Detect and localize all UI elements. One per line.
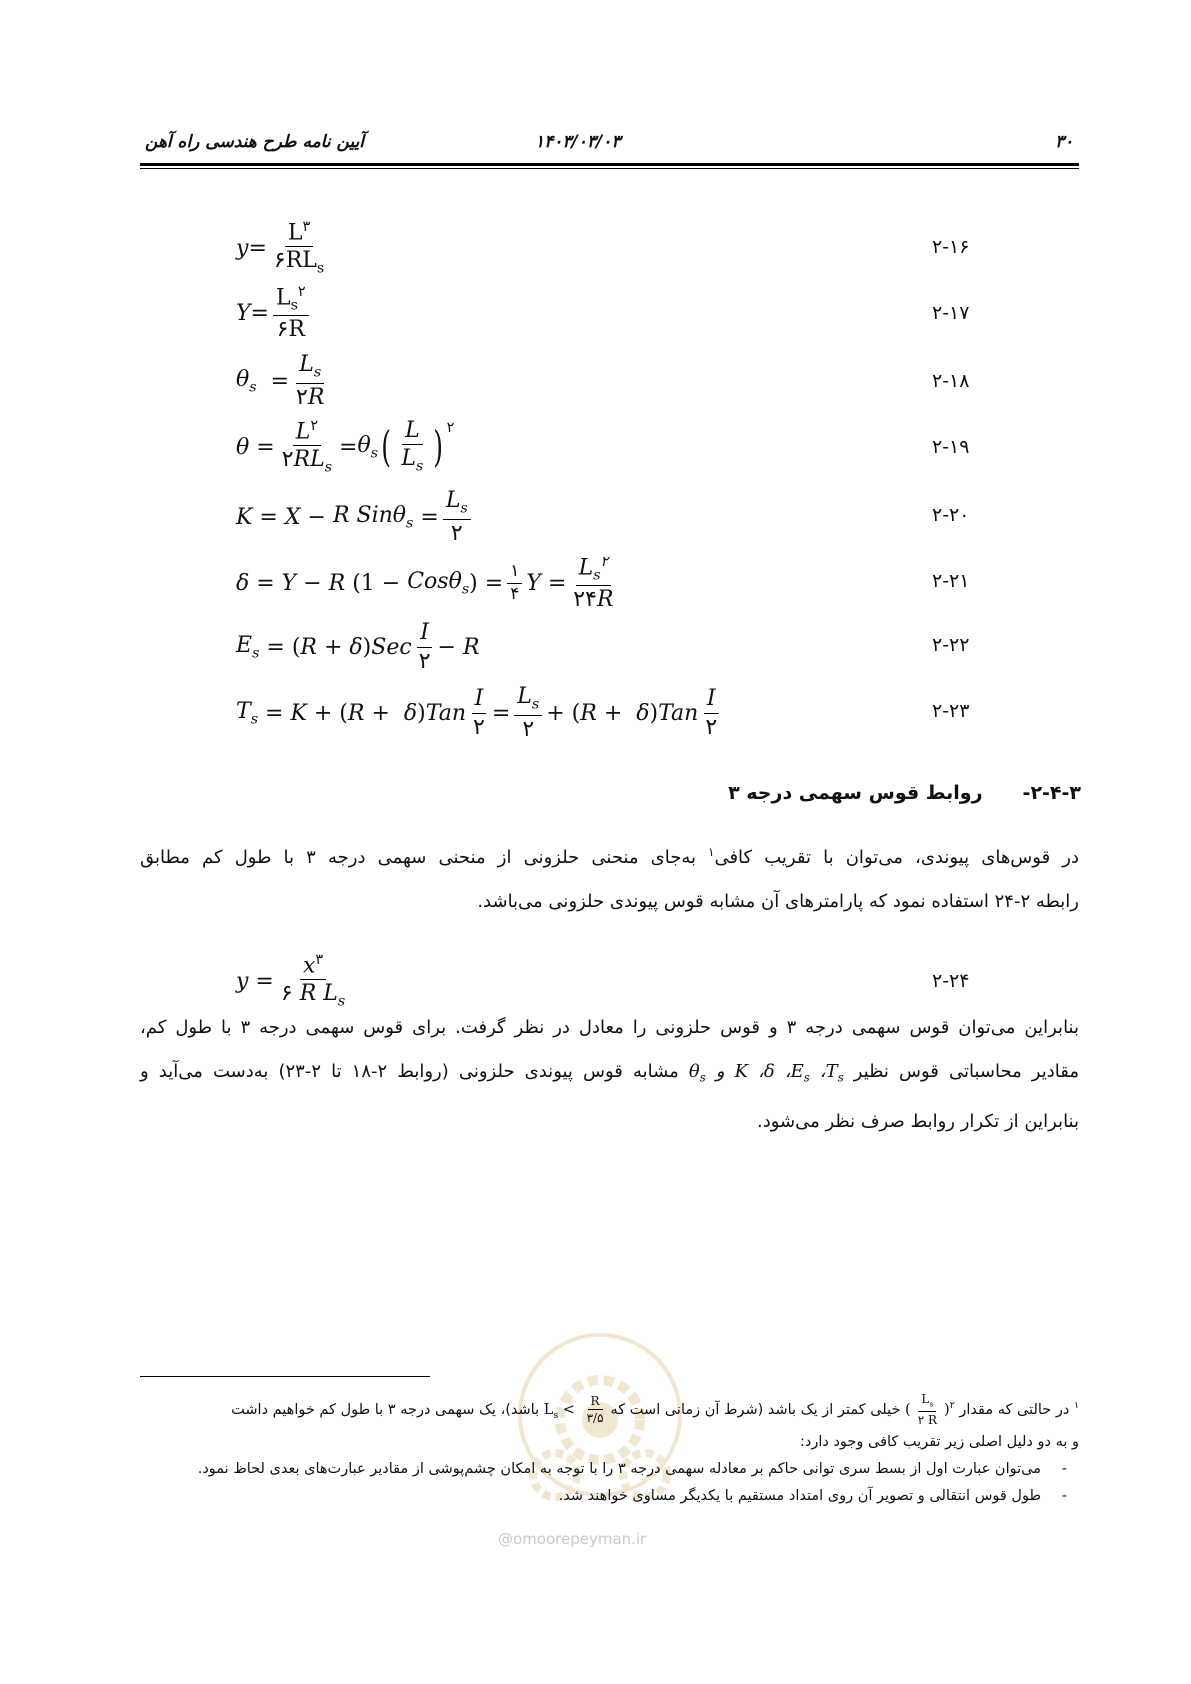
paragraph-2-line-2: مقادیر محاسباتی قوس نظیر $\theta_s$ و K ،δ $،E_s$ $،T_s$ مشابه قوس پیوندی حلزونی (روابط ۲-۱۸ تا ۲-۲۳) به‌دست می‌آید و bbox=[140, 1061, 1079, 1085]
equation-19: θ = $\frac{L^۲}{۲RL_s}$ = $\theta_s$ ( $\frac{L}{L_s}$ ) $^۲$ bbox=[236, 417, 455, 476]
section-heading bbox=[728, 782, 1081, 804]
footnote-bullet-1: - می‌توان عبارت اول از بسط سری توانی حاکم بر معادله سهمی درجه ۳ را با توجه به امکان چشم‌پوشی از مقادیر عبارت‌های بعدی لحاظ نمود. bbox=[197, 1460, 1067, 1477]
footnote-line-2: و به دو دلیل اصلی زیر تقریب کافی وجود دارد: bbox=[800, 1433, 1079, 1450]
equation-24-number: ۲-۲۴ bbox=[932, 970, 970, 992]
footnote-ref[interactable]: ۱ bbox=[708, 845, 715, 859]
header-date: ۱۴۰۳/۰۳/۰۳ bbox=[535, 132, 621, 152]
paragraph-1-line-1: در قوس‌های پیوندی، می‌توان با تقریب کافی$^۱$ به‌جای منحنی حلزونی از منحنی سهمی درجه ۳ با طول کم مطابق bbox=[140, 845, 1080, 868]
equation-23: $T_s$ = K + ( R + δ ) Tan $\frac{I}{۲}$ = $\frac{L_s}{۲}$ + ( R + δ ) Tan $\frac{I}{۲}$ bbox=[236, 684, 718, 742]
equation-22-number: ۲-۲۲ bbox=[932, 634, 970, 656]
paragraph-1 bbox=[140, 830, 1079, 924]
equation-22: $E_s$ = ( R + δ ) Sec $\frac{I}{۲}$ − R bbox=[236, 620, 480, 674]
equation-20: K = X − R Sinθ$_s$ = $\frac{L_s}{۲}$ bbox=[236, 482, 475, 552]
equation-20-number: ۲-۲۰ bbox=[932, 504, 970, 526]
equation-17-number: ۲-۱۷ bbox=[932, 302, 970, 324]
footnote-bullet-2: - طول قوس انتقالی و تصویر آن روی امتداد مستقیم با یکدیگر مساوی خواهند شد. bbox=[558, 1487, 1067, 1504]
equation-16-number: ۲-۱۶ bbox=[932, 236, 970, 258]
watermark-text: @omoorepeyman.ir bbox=[498, 1530, 647, 1548]
equation-24: y = $\frac{x^۳}{۶ R L_s}$ bbox=[236, 951, 346, 1010]
footnote-line-1: $^۱$ در حالتی که مقدار ( $\frac{L_s}{۲ R}$ )$^۲$ خیلی کمتر از یک باشد (شرط آن زمانی است کهL$_s$ < $\frac{R}{۳/۵}$ باشد)، یک سهمی درجه ۳ با طول کم خواهیم داشت bbox=[231, 1392, 1079, 1427]
paragraph-2 bbox=[140, 1006, 1079, 1144]
equation-21-number: ۲-۲۱ bbox=[932, 570, 970, 592]
section-number: ۲-۴-۳- bbox=[1022, 782, 1081, 804]
paragraph-2-line-1: بنابراین می‌توان قوس سهمی درجه ۳ و قوس حلزونی را معادل در نظر گرفت. برای قوس سهمی درجه ۳ با طول کم، bbox=[140, 1017, 1079, 1038]
footnote-divider bbox=[140, 1376, 430, 1377]
equation-19-number: ۲-۱۹ bbox=[932, 436, 970, 458]
equation-21: δ = Y − R (1 − Cosθ$_s$ ) = $\frac{۱}{۴}$ Y = $\frac{L_s^۲}{۲۴R}$ bbox=[236, 553, 614, 613]
paragraph-2-line-3: بنابراین از تکرار روابط صرف نظر می‌شود. bbox=[756, 1110, 1079, 1132]
header-rule-thin bbox=[140, 168, 1079, 169]
equation-18-number: ۲-۱۸ bbox=[932, 370, 970, 392]
paragraph-1-line-2: رابطه ۲-۲۴ استفاده نمود که پارامترهای آن مشابه قوس پیوندی حلزونی می‌باشد. bbox=[477, 891, 1079, 912]
footnote bbox=[140, 1392, 1079, 1510]
equation-18: $\theta_s$ = $\frac{L_s}{۲R}$ bbox=[236, 352, 325, 410]
equation-17: Y = $\frac{L_s^۲}{۶R}$ bbox=[236, 278, 313, 348]
equation-16: y = $\frac{L^۳}{۶RL_s}$ bbox=[236, 218, 325, 277]
equation-23-number: ۲-۲۳ bbox=[932, 700, 970, 722]
page-number: ۳۰ bbox=[1055, 132, 1074, 152]
header-rule-thick bbox=[140, 163, 1079, 166]
header-title: آیین نامه طرح هندسی راه آهن bbox=[145, 132, 365, 152]
section-title: روابط قوس سهمی درجه ۳ bbox=[728, 782, 983, 804]
